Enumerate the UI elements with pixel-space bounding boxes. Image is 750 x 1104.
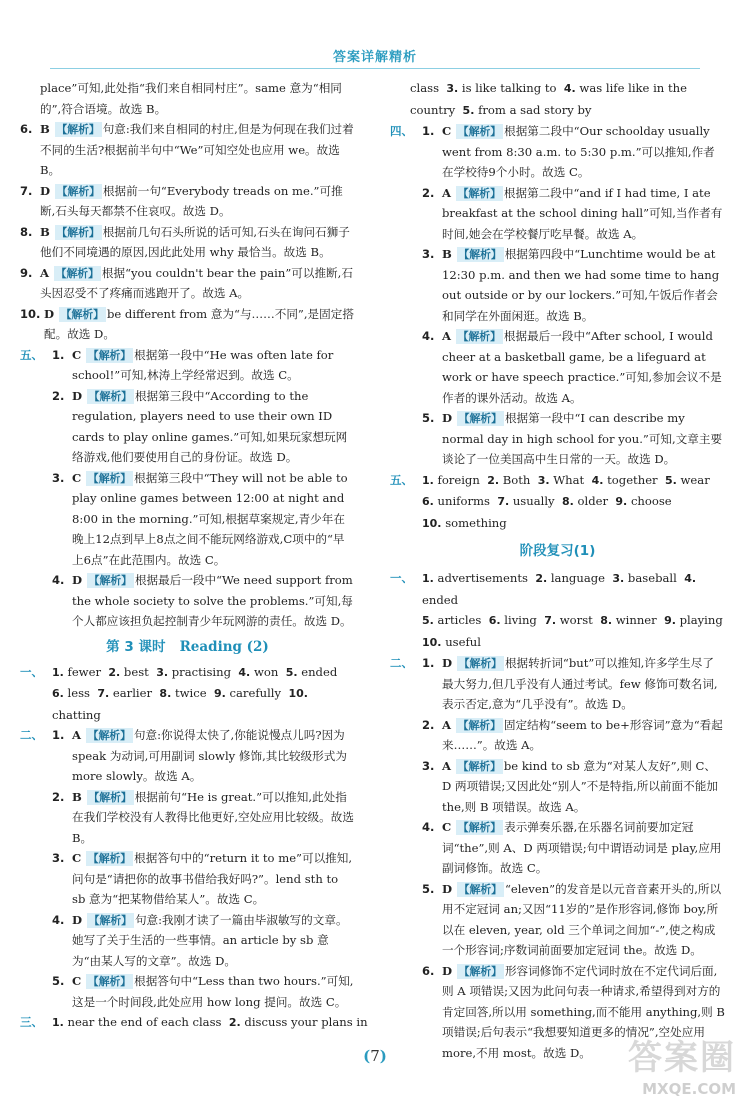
analysis-tag: 【解析】 bbox=[457, 330, 501, 343]
review-item-2: 2. A 【解析】 固定结构“seem to be+形容词”意为“看起来……”。故选 A。 bbox=[422, 717, 723, 752]
analysis-tag: 【解析】 bbox=[88, 790, 132, 804]
answer-item-5-4: 4. D 【解析】 根据最后一段中“We need support from the whole society to solve the problems.”可知,每个人都应该担负起控制青少年玩网游的责任。故选 D。 bbox=[52, 573, 353, 628]
analysis-tag: 【解析】 bbox=[87, 471, 132, 485]
analysis-tag: 【解析】 bbox=[458, 412, 502, 425]
fill-line-3-1: 三、 1. near the end of each class 2. discuss your plans in bbox=[20, 1015, 368, 1029]
analysis-tag: 【解析】 bbox=[458, 882, 502, 896]
answer-item-4-4: 4. A 【解析】 根据最后一段中“After school, I would cheer at a basketball game, be a lifeguard at work or have speech practice.”可知,参加会议不是作者的课外活动。故选 A。 bbox=[422, 329, 722, 405]
fill-line-1: 一、 1. fewer 2. best 3. practising 4. won 5. ended bbox=[20, 664, 338, 679]
answer-item-2-5: 5. C 【解析】 根据答句中“Less than two hours.”可知,这是一个时间段,此处应用 how long 提问。故选 C。 bbox=[52, 974, 354, 1009]
review-item-5: 5. D 【解析】 “eleven”的发音是以元音音素开头的,所以用不定冠词 an;又因“11岁的”是作形容词,修饰 boy,所以在 eleven, year, old 三个单词之间加“-”,使之构成一个形容词;序数词前面要加定冠词 the。故选 D。 bbox=[422, 881, 722, 957]
fill-answers: 1. fewer 2. best 3. practising 4. won 5. ended bbox=[52, 664, 338, 679]
analysis-tag: 【解析】 bbox=[457, 759, 501, 773]
header-title: 答案详解精析 bbox=[332, 50, 417, 65]
review-heading: 阶段复习(1) bbox=[519, 543, 596, 559]
answer-item-4-1: 四、 1. C 【解析】 根据第二段中“Our schoolday usually went from 8:30 a.m. to 5:30 p.m.”可以推知,作者在学校待9个小时。故选 C。 bbox=[390, 124, 715, 179]
fill-line-5-3: 10. something bbox=[422, 515, 507, 530]
analysis-tag: 【解析】 bbox=[56, 184, 100, 198]
review-item-3: 3. A 【解析】 be kind to sb 意为“对某人友好”,则 C、D 两项错误;又因此处“别人”不是特指,所以前面不能加 the,则 B 项错误。故选 A。 bbox=[422, 758, 718, 814]
section-five bbox=[20, 345, 355, 632]
answer-item-8: 8. B 【解析】 根据前几句石头所说的话可知,石头在询问石狮子他们不同境遇的原因,因此此处用 why 最恰当。故选 B。 bbox=[20, 224, 350, 259]
review-item-1: 二、 1. D 【解析】 根据转折词“but”可以推知,许多学生尽了最大努力,但几乎没有人通过考试。few 修饰可数名词,表示否定,意为“几乎没有”。故选 D。 bbox=[390, 656, 718, 711]
page-header bbox=[0, 0, 750, 70]
answer-item-4-2: 2. A 【解析】 根据第二段中“and if I had time, I ate breakfast at the school dining hall”可知,当作者有时间,她会在学校餐厅吃早餐。故选 A。 bbox=[422, 185, 723, 241]
review-item-4: 4. C 【解析】 表示弹奏乐器,在乐器名词前要加定冠词“the”,则 A、D 两项错误;句中谓语动词是 play,应用副词修饰。故选 C。 bbox=[422, 820, 722, 875]
analysis-tag: 【解析】 bbox=[87, 975, 132, 988]
fill-line-5-2: 6. uniforms 7. usually 8. older 9. choose bbox=[422, 494, 672, 508]
continued-paragraph: place”可知,此处指“我们来自相同村庄”。same 意为“相同的”,符合语境。故选 B。 bbox=[40, 81, 342, 116]
answer-item-2-2: 2. B 【解析】 根据前句“He is great.”可以推知,此处指在我们学校没有人教得比他更好,空处应用比较级。故选 B。 bbox=[52, 789, 354, 845]
answer-item-2-3: 3. C 【解析】 根据答句中的“return it to me”可以推知,问句是“请把你的故事书借给我好吗?”。lend sth to sb 意为“把某物借给某人”。故选 C。 bbox=[52, 851, 353, 906]
review-item-6: 6. D 【解析】 形容词修饰不定代词时放在不定代词后面,则 A 项错误;又因为此问句表一种请求,希望得到对方的肯定回答,所以用 something,而不能用 anything,则 B 项错误;后句表示“我想要知道更多的情况”,空处应用 more,不用 most。故选 D。 bbox=[422, 963, 725, 1060]
answer-item-9: 9. A 【解析】 根据“you couldn't bear the pain”可以推断,石头因忍受不了疼痛而逃跑开了。故选 A。 bbox=[20, 265, 353, 300]
analysis-tag: 【解析】 bbox=[56, 123, 100, 136]
review-fill-line-1: 一、 1. advertisements 2. language 3. baseball 4. ended bbox=[390, 571, 697, 607]
section-one bbox=[20, 662, 368, 1034]
analysis-tag: 【解析】 bbox=[87, 852, 132, 865]
answer-item-10: 10. D 【解析】 be different from 意为“与……不同”,是固定搭配。故选 D。 bbox=[20, 306, 354, 341]
answer-item-5-1: 五、 1. C 【解析】 根据第一段中“He was often late for school!”可知,林涛上学经常迟到。故选 C。 bbox=[20, 347, 334, 382]
analysis-tag: 【解析】 bbox=[457, 821, 502, 834]
analysis-tag: 【解析】 bbox=[457, 718, 501, 732]
answer-item-5-3: 3. C 【解析】 根据第三段中“They will not be able to play online games between 12:00 at night and 8:00 in the morning.”可知,根据草案规定,青少年在晚上12点到早上8点之间不能玩网络游戏,C项中的“早上6点”在此范围内。故选 C。 bbox=[52, 470, 348, 567]
lesson-heading: 第 3 课时 Reading (2) bbox=[106, 638, 269, 655]
answer-item-6: 6. B 【解析】 句意:我们来自相同的村庄,但是为何现在我们过着不同的生活?根据前半句中“We”可知空处也应用 we。故选 B。 bbox=[20, 122, 354, 177]
analysis-tag: 【解析】 bbox=[457, 186, 501, 200]
fill-line-2: 6. less 7. earlier 8. twice 9. carefully 10. chatting bbox=[52, 686, 308, 722]
analysis-tag: 【解析】 bbox=[60, 307, 104, 321]
review-fill-line-2: 5. articles 6. living 7. worst 8. winner 9. playing bbox=[422, 613, 723, 627]
analysis-tag: 【解析】 bbox=[457, 125, 502, 138]
header-divider bbox=[50, 68, 700, 69]
section-four bbox=[390, 121, 725, 534]
right-column bbox=[390, 78, 725, 1063]
analysis-tag: 【解析】 bbox=[458, 248, 502, 261]
analysis-tag: 【解析】 bbox=[88, 389, 132, 403]
analysis-tag: 【解析】 bbox=[458, 657, 502, 670]
analysis-tag: 【解析】 bbox=[88, 574, 132, 587]
fill-line-5-1: 五、 1. foreign 2. Both 3. What 4. together 5. wear bbox=[390, 472, 710, 487]
analysis-tag: 【解析】 bbox=[458, 964, 502, 978]
answer-item-7: 7. D 【解析】 根据前一句“Everybody treads on me.”可推断,石头每天都禁不住哀叹。故选 D。 bbox=[20, 183, 343, 218]
answer-item-4-3: 3. B 【解析】 根据第四段中“Lunchtime would be at 12:30 p.m. and then we had some time to hang out outside or by our lockers.”可知,午饭后作者会和同学在外面闲逛。故选 B。 bbox=[422, 247, 720, 323]
analysis-tag: 【解析】 bbox=[87, 348, 132, 362]
continued-fill: class 3. is like talking to 4. was life like in the country 5. from a sad story by bbox=[410, 81, 687, 117]
analysis-tag: 【解析】 bbox=[56, 225, 100, 239]
analysis-tag: 【解析】 bbox=[55, 266, 99, 280]
analysis-tag: 【解析】 bbox=[87, 729, 131, 742]
answer-item-4-5: 5. D 【解析】 根据第一段中“I can describe my normal day in high school for you.”可知,文章主要谈论了一位美国高中生日常的一天。故选 D。 bbox=[422, 411, 723, 466]
review-fill-line-3: 10. useful bbox=[422, 634, 481, 649]
review-section bbox=[390, 568, 725, 1063]
answer-item-2-1: 二、 1. A 【解析】 句意:你说得太快了,你能说慢点儿吗?因为 speak 为动词,可用副词 slowly 修饰,其比较级形式为 more slowly。故选 A。 bbox=[20, 728, 347, 783]
analysis-tag: 【解析】 bbox=[88, 913, 132, 927]
page-number: (7) bbox=[363, 1047, 387, 1065]
answer-item-2-4: 4. D 【解析】 句意:我刚才读了一篇由毕淑敏写的文章。她写了关于生活的一些事情。an article by sb 意为“由某人写的文章”。故选 D。 bbox=[52, 912, 348, 968]
answer-item-5-2: 2. D 【解析】 根据第三段中“According to the regulation, players need to use their own ID cards to play online games.”可知,如果玩家想玩网络游戏,他们要使用自己的身份证。故选 D。 bbox=[52, 388, 348, 464]
site-watermark-logo: 答案圈 MXQE.COM bbox=[628, 1038, 736, 1098]
left-column bbox=[20, 78, 368, 1034]
